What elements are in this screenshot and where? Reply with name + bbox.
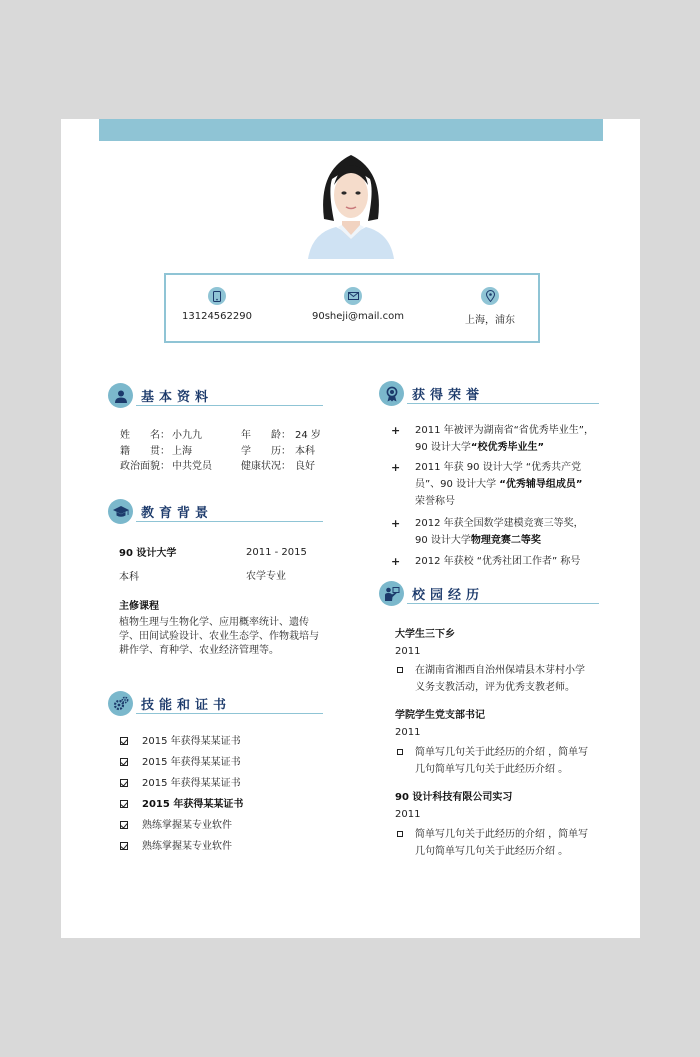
skills-list [120,731,320,857]
honor-item-1: + 2011 年被评为湖南省“省优秀毕业生”， 90 设计大学“校优秀毕业生” [391,424,594,453]
section-skills-header [108,691,323,717]
contact-phone-text[interactable]: 13124562290 [182,311,252,322]
education-school: 90 设计大学 [119,548,177,559]
section-divider [407,403,599,404]
checkbox-checked-icon [120,842,128,850]
section-education-title: 教育背景 [141,506,214,521]
basic-political-label: 政治面貌： [120,461,170,472]
graduation-cap-icon [108,499,133,524]
courses-title: 主修课程 [119,601,159,612]
contact-email-text[interactable]: 90sheji@mail.com [312,311,404,322]
campus-role: 90 设计科技有限公司实习 [395,792,513,803]
contact-location-text: 上海，浦东 [465,315,515,326]
campus-year: 2011 [395,809,421,820]
gears-icon [108,691,133,716]
plus-bullet-icon: + [391,424,401,437]
list-item: 2015 年获得某某证书 [120,752,320,773]
courses-text: 植物生理与生物化学、应用概率统计、遗传学、田间试验设计、农业生态学、作物栽培与耕作学、育种学、农业经济管理等。 [119,617,319,656]
checkbox-checked-icon [120,737,128,745]
basic-age-value: 24 岁 [295,430,321,441]
contact-box [164,273,540,343]
education-level: 本科 [119,572,139,583]
checkbox-checked-icon [120,821,128,829]
presenter-icon [379,581,404,606]
education-major: 农学专业 [246,571,286,582]
basic-name-label: 姓 名： [120,430,170,441]
section-campus-title: 校园经历 [412,588,485,603]
phone-icon [208,287,226,305]
section-education-header [108,499,323,525]
basic-origin-value: 上海 [172,446,192,457]
contact-email [312,287,404,322]
section-divider [136,405,323,406]
list-item: 2015 年获得某某证书 [120,773,320,794]
basic-political-value: 中共党员 [172,461,212,472]
basic-health-label: 健康状况： [241,461,291,472]
basic-degree-value: 本科 [295,446,315,457]
campus-year: 2011 [395,727,421,738]
campus-role: 大学生三下乡 [395,629,455,640]
user-icon [108,383,133,408]
top-accent-bar [99,119,603,141]
list-item: 熟练掌握某专业软件 [120,815,320,836]
section-basic-title: 基本资料 [141,390,214,405]
basic-degree-label: 学 历： [241,446,291,457]
honor-item-3: + 2012 年获全国数学建模竞赛三等奖， 90 设计大学物理竞赛二等奖 [391,517,584,546]
campus-desc: 简单写几句关于此经历的介绍 ，简单写几句简单写几句关于此经历介绍 。 [415,829,589,857]
checkbox-checked-icon [120,758,128,766]
checkbox-checked-icon [120,779,128,787]
contact-location [458,287,522,326]
campus-desc: 在湖南省湘西自治州保靖县木芽村小学义务支教活动，评为优秀支教老师。 [415,665,585,693]
medal-icon [379,381,404,406]
square-bullet-icon [397,667,403,673]
campus-year: 2011 [395,646,421,657]
location-pin-icon [481,287,499,305]
section-honors-title: 获得荣誉 [412,388,485,403]
basic-name-value: 小九九 [172,430,202,441]
honor-item-2: + 2011 年获 90 设计大学 “优秀共产党员”、90 设计大学 “优秀辅导组成员” 荣誉称号 [391,461,583,507]
square-bullet-icon [397,749,403,755]
plus-bullet-icon: + [391,517,401,530]
checkbox-checked-icon [120,800,128,808]
profile-photo [308,151,394,259]
section-divider [136,521,323,522]
campus-desc: 简单写几句关于此经历的介绍 ，简单写几句简单写几句关于此经历介绍 。 [415,747,589,775]
mail-icon [344,287,362,305]
basic-origin-label: 籍 贯： [120,446,170,457]
education-period: 2011 - 2015 [246,547,307,558]
section-basic-header [108,383,323,409]
plus-bullet-icon: + [391,461,401,474]
section-campus-header [379,581,599,607]
honor-item-4: + 2012 年获校 “优秀社团工作者” 称号 [391,555,581,568]
resume-page [61,119,640,938]
contact-phone [182,287,252,322]
section-honors-header [379,381,599,407]
basic-age-label: 年 龄： [241,430,291,441]
section-divider [136,713,323,714]
list-item: 熟练掌握某专业软件 [120,836,320,857]
section-divider [407,603,599,604]
campus-role: 学院学生党支部书记 [395,710,485,721]
list-item: 2015 年获得某某证书 [120,731,320,752]
basic-health-value: 良好 [295,461,315,472]
list-item: 2015 年获得某某证书 [120,794,320,815]
plus-bullet-icon: + [391,555,401,568]
square-bullet-icon [397,831,403,837]
section-skills-title: 技能和证书 [141,698,232,713]
